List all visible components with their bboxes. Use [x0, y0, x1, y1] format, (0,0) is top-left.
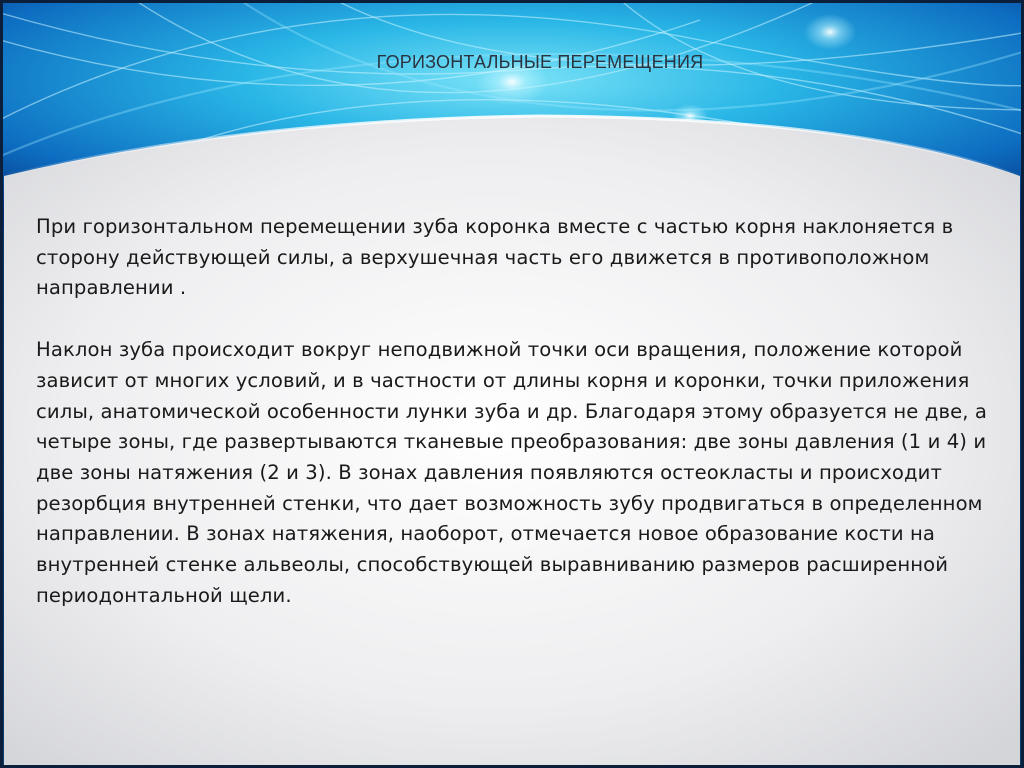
body-text: [36, 212, 996, 611]
paragraph-1: При горизонтальном перемещении зуба коронка вместе с частью корня наклоняется в сторону действующей силы, а верхушечная часть его движется в противоположном направлении .: [36, 215, 954, 300]
paragraph-2: Наклон зуба происходит вокруг неподвижной точки оси вращения, положение которой зависит от многих условий, и в частности от длины корня и коронки, точки приложения силы, анатомической особенности лунки зуба и др. Благодаря этому образуется не две, а четыре зоны, где развертываются тканевые преобразования: две зоны давления (1 и 4) и две зоны натяжения (2 и 3). В зонах давления появляются остеокласты и происходит резорбция внутренней стенки, что дает возможность зубу продвигаться в определенном направлении. В зонах натяжения, наоборот, отмечается новое образование кости на внутренней стенке альвеолы, способствующей выравниванию размеров расширенной периодонтальной щели.: [36, 338, 988, 607]
slide-title: ГОРИЗОНТАЛЬНЫЕ ПЕРЕМЕЩЕНИЯ: [376, 52, 704, 72]
